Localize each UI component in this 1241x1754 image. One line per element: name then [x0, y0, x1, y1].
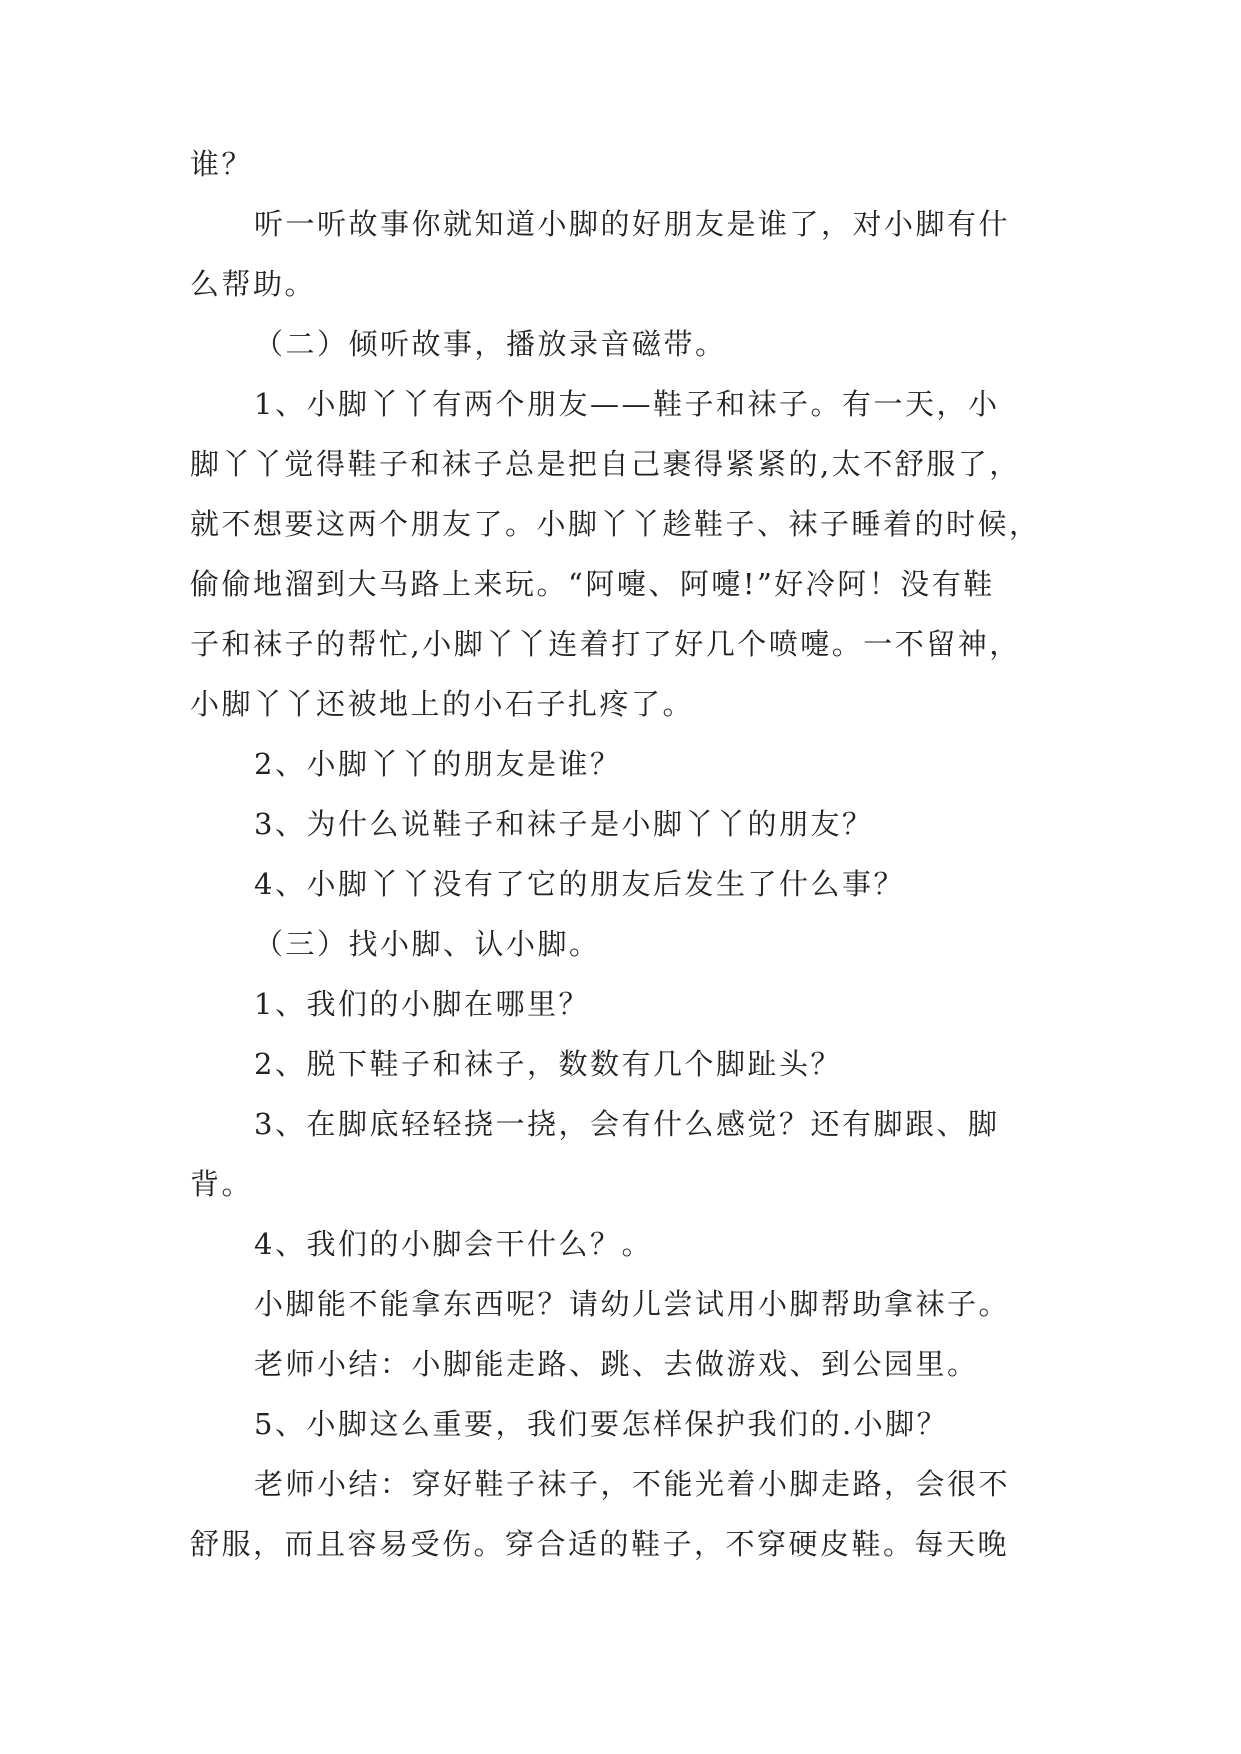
text-line: 脚丫丫觉得鞋子和袜子总是把自己裹得紧紧的,太不舒服了，	[190, 447, 1021, 481]
question-item: 3、为什么说鞋子和袜子是小脚丫丫的朋友？	[254, 807, 874, 841]
question-item: 2、脱下鞋子和袜子，数数有几个脚趾头？	[254, 1047, 842, 1081]
question-item: 1、我们的小脚在哪里？	[254, 987, 590, 1021]
text-line: 听一听故事你就知道小脚的好朋友是谁了，对小脚有什	[254, 207, 1011, 241]
section-heading: （二）倾听故事，播放录音磁带。	[254, 327, 727, 361]
question-item: 4、小脚丫丫没有了它的朋友后发生了什么事？	[254, 867, 905, 901]
text-line: 么帮助。	[190, 267, 317, 301]
text-line: 舒服，而且容易受伤。穿合适的鞋子，不穿硬皮鞋。每天晚	[190, 1527, 1010, 1561]
question-item: 2、小脚丫丫的朋友是谁？	[254, 747, 622, 781]
text-line: 小脚丫丫还被地上的小石子扎疼了。	[190, 687, 695, 721]
text-line: 小脚能不能拿东西呢？请幼儿尝试用小脚帮助拿袜子。	[254, 1287, 1011, 1321]
text-line: 就不想要这两个朋友了。小脚丫丫趁鞋子、袜子睡着的时候，	[190, 507, 1041, 541]
section-heading: （三）找小脚、认小脚。	[254, 927, 601, 961]
text-line: 谁？	[190, 147, 254, 181]
summary-line: 老师小结：穿好鞋子袜子，不能光着小脚走路，会很不	[254, 1467, 1011, 1501]
text-line: 偷偷地溜到大马路上来玩。“阿嚏、阿嚏!”好冷阿！没有鞋	[190, 567, 995, 601]
text-line: 背。	[190, 1167, 254, 1201]
text-line: 子和袜子的帮忙,小脚丫丫连着打了好几个喷嚏。一不留神，	[190, 627, 1021, 661]
question-item: 4、我们的小脚会干什么？。	[254, 1227, 653, 1261]
summary-line: 老师小结：小脚能走路、跳、去做游戏、到公园里。	[254, 1347, 979, 1381]
question-item: 3、在脚底轻轻挠一挠，会有什么感觉？还有脚跟、脚	[254, 1107, 1000, 1141]
question-item: 5、小脚这么重要，我们要怎样保护我们的.小脚？	[254, 1407, 949, 1441]
text-line: 1、小脚丫丫有两个朋友——鞋子和袜子。有一天，小	[254, 387, 1000, 421]
